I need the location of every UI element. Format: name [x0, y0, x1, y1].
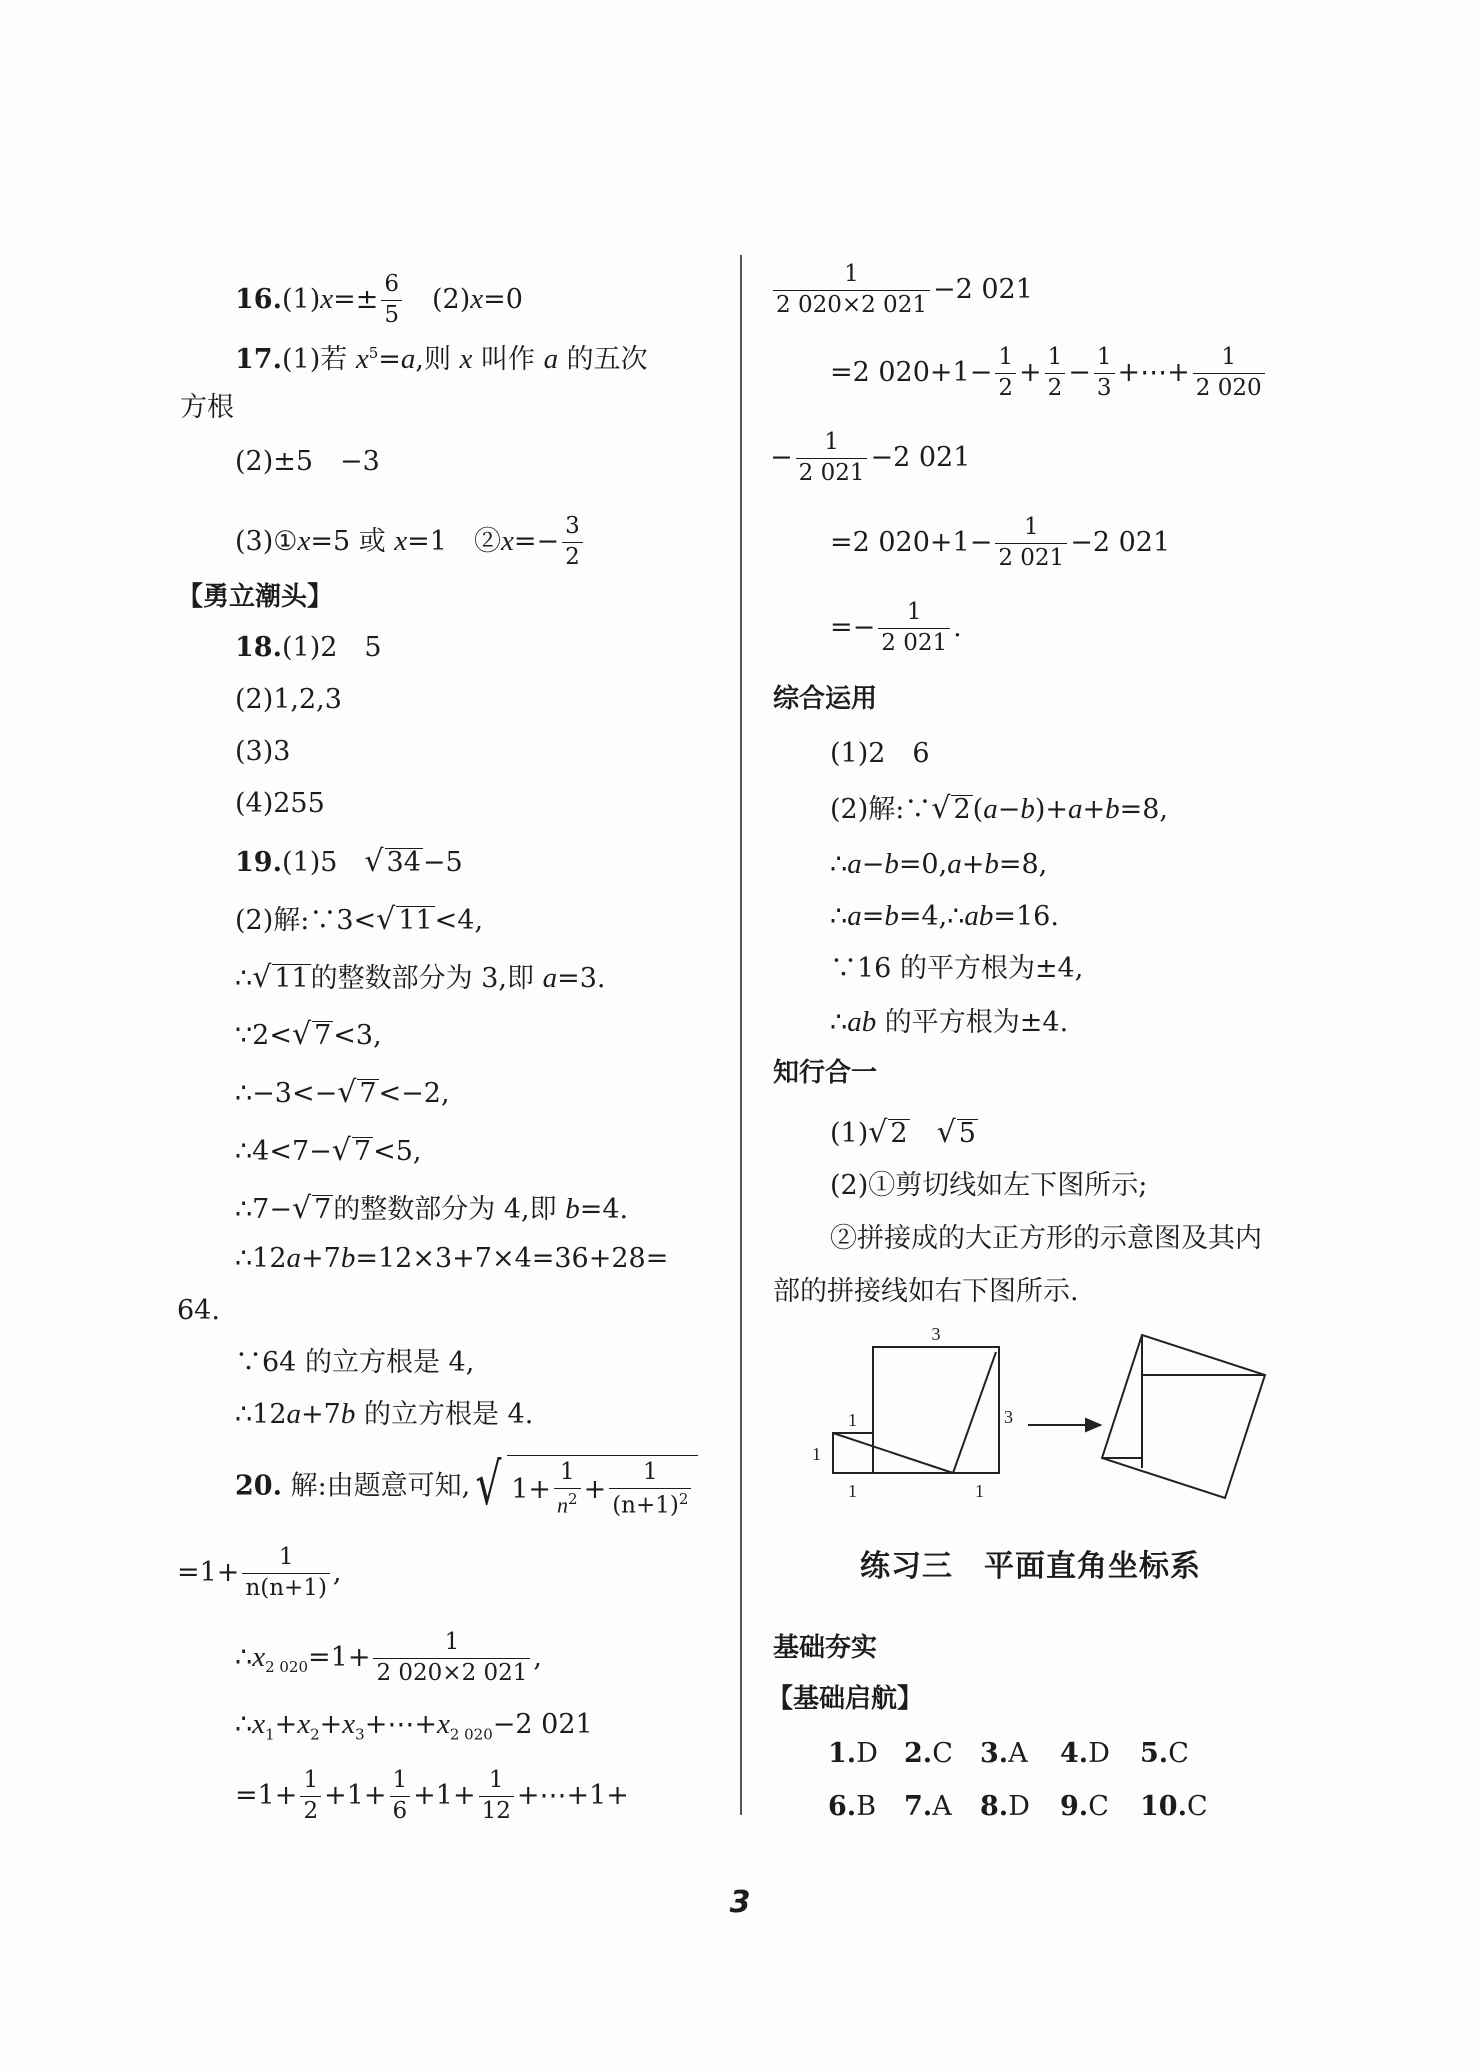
q20-line5: =1+ $\frac{1}{2}$ +1+ $\frac{1}{6}$ +1+ $\frac{1}{12}$ +⋯+1+: [235, 1767, 629, 1824]
q19-line8: ∴12a+7b=12×3+7×4=36+28=: [235, 1242, 669, 1274]
q17-part3: (3)①x=5 或 x=1 ②x=− $\frac{3}{2}$: [235, 514, 586, 571]
zh-line1: (1)2 6: [830, 738, 930, 769]
section-heading: 基础夯实: [773, 1633, 878, 1663]
q17-continuation: 方根: [180, 392, 234, 423]
zh-line3: ∴a−b=0,a+b=8,: [830, 848, 1048, 880]
q19-line9: 64.: [177, 1295, 220, 1326]
fraction: $\frac{3}{2}$: [562, 514, 583, 571]
figure-label: 1: [975, 1481, 984, 1501]
fraction: $\frac{6}{5}$: [381, 272, 402, 329]
answer-item: 4.D: [1060, 1738, 1110, 1769]
q19-line10: ∵64 的立方根是 4,: [235, 1347, 475, 1378]
figure-label: 1: [848, 1481, 857, 1501]
q18-line3: (3)3: [235, 736, 291, 767]
exercise-title: 练习三 平面直角坐标系: [860, 1549, 1201, 1584]
continued-line5: =− $\frac{1}{2 021}$ .: [830, 599, 962, 656]
q19-line11: ∴12a+7b 的立方根是 4.: [235, 1398, 534, 1430]
q19-line7: ∴7−√ 7的整数部分为 4,即 b=4.: [235, 1191, 629, 1226]
figure-label: 3: [1004, 1407, 1013, 1427]
q19-line6: ∴4<7−√ 7<5,: [235, 1133, 422, 1168]
q20-line3: $\therefore x_{2 020}=1+$ $\frac{1}{2 020\times 2 021}$ ,: [235, 1629, 543, 1686]
q19-line5: ∴−3<−√ 7<−2,: [235, 1075, 450, 1110]
answer-item: 3.A: [980, 1738, 1028, 1769]
continued-line1: $\frac{1}{2 020\times 2 021}$ −2 021: [770, 262, 1033, 319]
cut-figure-left: [833, 1347, 999, 1473]
zh-line4: ∴a=b=4,∴ab=16.: [830, 900, 1059, 932]
section-heading: 【基础启航】: [767, 1684, 924, 1714]
zx-line4: 部的拼接线如右下图所示.: [773, 1276, 1079, 1307]
assembled-square-right: [1102, 1335, 1265, 1498]
q17-line: 17.(1)若 $x^5=a$,则 x 叫作 a 的五次: [235, 343, 648, 375]
answer-item: 8.D: [980, 1791, 1030, 1822]
q19-line3: ∴√ 11的整数部分为 3,即 a=3.: [235, 960, 606, 995]
q17-part2: (2)±5 −3: [235, 446, 380, 477]
column-divider: [740, 255, 742, 1815]
section-heading: 综合运用: [773, 684, 878, 714]
q19-line2: (2)解:∵3<√ 11<4,: [235, 902, 484, 937]
continued-line4: =2 020+1− $\frac{1}{2 021}$ −2 021: [830, 514, 1171, 571]
q19-line1: 19.(1)5 √ 34−5: [235, 844, 463, 879]
arrow: [1028, 1419, 1100, 1431]
answer-item: 10.C: [1140, 1791, 1208, 1822]
continued-line3: − $\frac{1}{2 021}$ −2 021: [770, 429, 971, 486]
q20-line2: =1+ $\frac{1}{n(n+1)}$ ,: [177, 1544, 342, 1601]
zh-line6: ∴ab 的平方根为±4.: [830, 1006, 1069, 1038]
zx-line3: ②拼接成的大正方形的示意图及其内: [830, 1223, 1262, 1254]
section-heading: 【勇立潮头】: [177, 582, 334, 612]
answer-row-2: [828, 1793, 1220, 1820]
answer-item: 2.C: [904, 1738, 953, 1769]
q19-line4: ∵2<√ 7<3,: [235, 1017, 382, 1052]
section-heading: 知行合一: [773, 1058, 878, 1088]
zx-line1: (1)√ 2 √ 5: [830, 1115, 976, 1150]
q20-line4: $\therefore x_1+x_2+x_3+\cdots+x_{2 020}-2$ 021: [235, 1708, 593, 1744]
zh-line2: (2)解:∵√ 2(a−b)+a+b=8,: [830, 791, 1169, 826]
q16-line: 16.(1)x=± $\frac{6}{5}$ (2)x=0: [235, 271, 523, 328]
answer-row-1: [828, 1740, 1220, 1767]
figure-label: 1: [812, 1444, 821, 1464]
zx-line2: (2)①剪切线如左下图所示;: [830, 1170, 1148, 1201]
q18-line2: (2)1,2,3: [235, 684, 342, 715]
q20-line1: 20. 解:由题意可知, √ 1+ $\frac{1}{n^2}$ + $\frac{1}{(n+1)^2}$: [235, 1455, 698, 1519]
page-number: 3: [729, 1885, 751, 1920]
q18-line4: (4)255: [235, 788, 325, 819]
answer-item: 7.A: [904, 1791, 952, 1822]
q18-line1: 18.(1)2 5: [235, 632, 382, 663]
answer-item: 9.C: [1060, 1791, 1109, 1822]
figure-label: 1: [848, 1410, 857, 1430]
square-cutting-figure: [800, 1320, 1280, 1520]
zh-line5: ∵16 的平方根为±4,: [830, 953, 1084, 984]
continued-line2: =2 020+1− $\frac{1}{2}$ + $\frac{1}{2}$ − $\frac{1}{3}$ +⋯+ $\frac{1}{2 020}$: [830, 345, 1268, 402]
square-root: √ 1+ $\frac{1}{n^2}$ + $\frac{1}{(n+1)^2}$: [470, 1455, 698, 1519]
answer-item: 5.C: [1140, 1738, 1189, 1769]
figure-label: 3: [931, 1324, 941, 1344]
answer-item: 6.B: [828, 1791, 877, 1822]
answer-item: 1.D: [828, 1738, 878, 1769]
